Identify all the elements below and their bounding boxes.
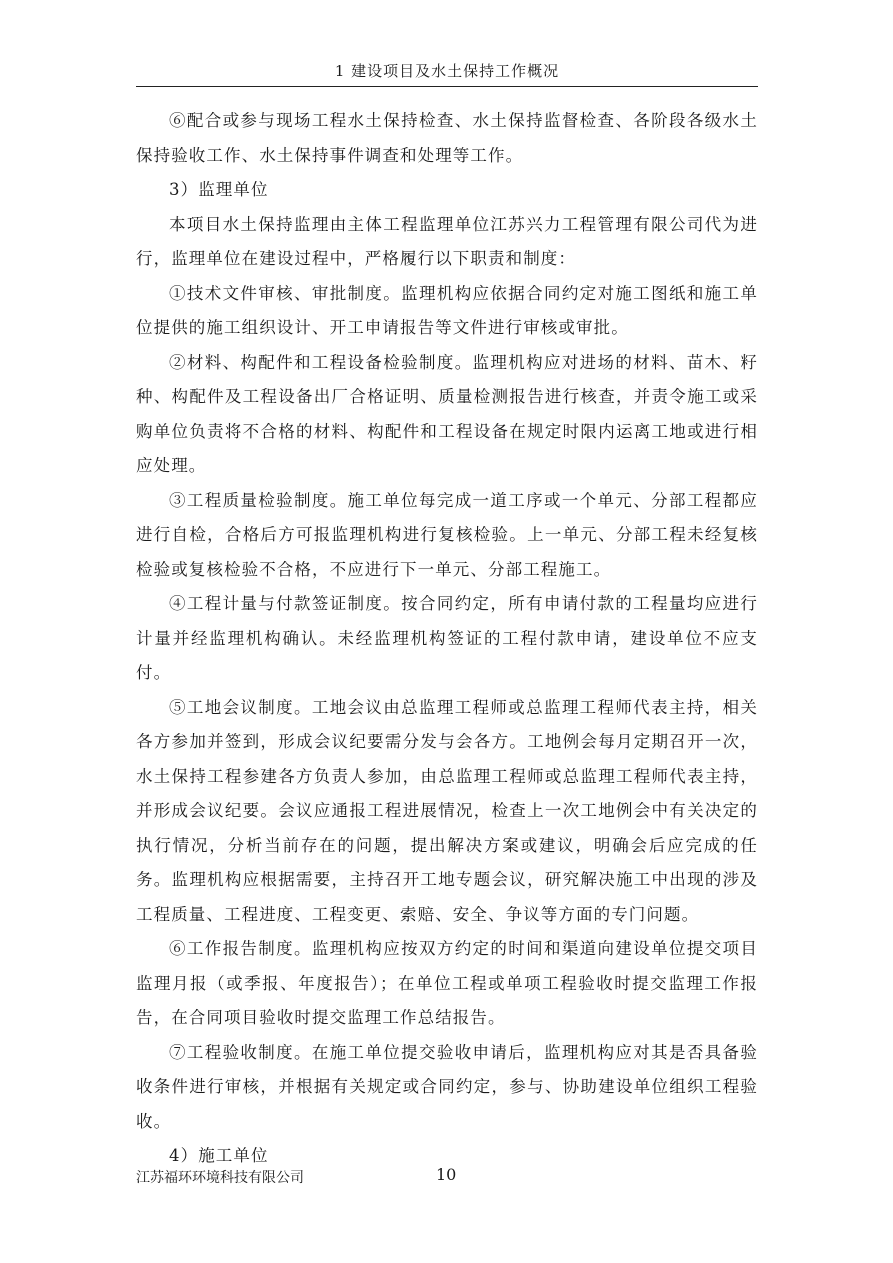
paragraph: ⑥配合或参与现场工程水土保持检查、水土保持监督检查、各阶段各级水土保持验收工作、水土保持事件调查和处理等工作。 [136,111,758,165]
section-heading: 3）监理单位 [169,180,269,199]
body-text [136,104,758,1174]
footer-company: 江苏福环环境科技有限公司 [136,1170,304,1186]
paragraph: ①技术文件审核、审批制度。监理机构应依据合同约定对施工图纸和施工单位提供的施工组织设计、开工申请报告等文件进行审核或审批。 [136,283,758,337]
paragraph: 本项目水土保持监理由主体工程监理单位江苏兴力工程管理有限公司代为进行，监理单位在建设过程中，严格履行以下职责和制度： [136,214,758,268]
paragraph: ③工程质量检验制度。施工单位每完成一道工序或一个单元、分部工程都应进行自检，合格后方可报监理机构进行复核检验。上一单元、分部工程未经复核检验或复核检验不合格，不应进行下一单元、分部工程施工。 [136,490,758,579]
section-heading: 4）施工单位 [169,1146,269,1165]
paragraph: ⑤工地会议制度。工地会议由总监理工程师或总监理工程师代表主持，相关各方参加并签到，形成会议纪要需分发与会各方。工地例会每月定期召开一次，水土保持工程参建各方负责人参加，由总监理工程师或总监理工程师代表主持，并形成会议纪要。会议应通报工程进展情况，检查上一次工地例会中有关决定的执行情况，分析当前存在的问题，提出解决方案或建议，明确会后应完成的任务。监理机构应根据需要，主持召开工地专题会议，研究解决施工中出现的涉及工程质量、工程进度、工程变更、索赔、安全、争议等方面的专门问题。 [136,697,758,924]
paragraph: ⑥工作报告制度。监理机构应按双方约定的时间和渠道向建设单位提交项目监理月报（或季报、年度报告）；在单位工程或单项工程验收时提交监理工作报告，在合同项目验收时提交监理工作总结报告。 [136,939,758,1027]
paragraph: ⑦工程验收制度。在施工单位提交验收申请后，监理机构应对其是否具备验收条件进行审核，并根据有关规定或合同约定，参与、协助建设单位组织工程验收。 [136,1042,758,1131]
paragraph: ②材料、构配件和工程设备检验制度。监理机构应对进场的材料、苗木、籽种、构配件及工程设备出厂合格证明、质量检测报告进行核查，并责令施工或采购单位负责将不合格的材料、构配件和工程设备在规定时限内运离工地或进行相应处理。 [136,352,758,475]
page-number: 10 [436,1165,457,1184]
paragraph: ④工程计量与付款签证制度。按合同约定，所有申请付款的工程量均应进行计量并经监理机构确认。未经监理机构签证的工程付款申请，建设单位不应支付。 [136,594,758,682]
header-divider [136,86,758,87]
running-header: 1 建设项目及水土保持工作概况 [334,62,560,80]
